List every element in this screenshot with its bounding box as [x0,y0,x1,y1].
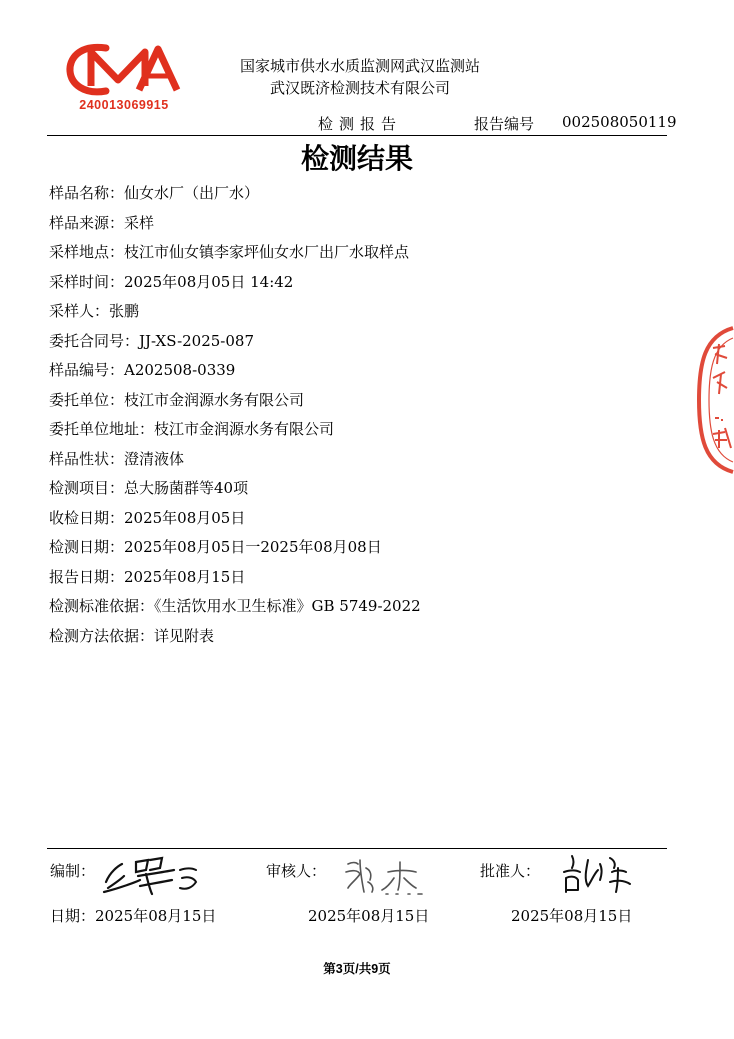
page-indicator: 第3页/共9页 [323,962,391,976]
compiler-date-value: 2025年08月15日 [95,907,217,925]
field-contract-number: 委托合同号：JJ-XS-2025-087 [49,331,255,350]
field-test-dates: 检测日期：2025年08月05日一2025年08月08日 [49,538,382,556]
report-number: 002508050119 [562,113,677,131]
field-sample-name: 样品名称：仙女水厂（出厂水） [49,184,260,202]
approver-signature [558,850,638,898]
page-title: 检测结果 [300,142,413,175]
cma-logo [66,40,182,116]
organization-line-2: 武汉既济检测技术有限公司 [269,79,450,97]
organization-line-1: 国家城市供水水质监测网武汉监测站 [239,57,480,75]
seal-stamp-fragment [695,322,734,477]
header-divider [47,135,667,136]
approver-date: 2025年08月15日 [511,907,633,925]
field-sampler: 采样人：张鹏 [49,302,140,320]
field-sample-source: 样品来源：采样 [49,213,155,232]
report-number-label: 报告编号 [474,115,535,133]
field-sampling-time: 采样时间：2025年08月05日 14:42 [49,272,294,291]
signature-divider [47,848,667,849]
approver-label: 批准人： [480,862,541,880]
report-type: 检测报告 [318,115,403,133]
field-sampling-location: 采样地点：枝江市仙女镇李家坪仙女水厂出厂水取样点 [49,243,410,261]
field-client-address: 委托单位地址：枝江市金润源水务有限公司 [49,420,335,438]
cma-logo-mark [66,40,182,100]
cma-certificate-number: 240013069915 [79,98,169,112]
field-sample-number: 样品编号：A202508-0339 [49,361,236,379]
sample-info-list [49,182,421,654]
reviewer-signature [338,852,434,898]
compiler-signature [100,852,205,898]
field-report-date: 报告日期：2025年08月15日 [49,567,246,586]
logo-text: CMA [66,40,69,41]
field-test-items: 检测项目：总大肠菌群等40项 [49,479,249,497]
field-received-date: 收检日期：2025年08月05日 [49,508,246,527]
reviewer-date: 2025年08月15日 [308,907,430,925]
compiler-label: 编制： [50,862,96,880]
reviewer-label: 审核人： [266,862,327,880]
field-client: 委托单位：枝江市金润源水务有限公司 [49,390,305,409]
field-sample-appearance: 样品性状：澄清液体 [49,449,185,468]
field-test-standard: 检测标准依据：《生活饮用水卫生标准》GB 5749-2022 [49,597,421,615]
field-test-method: 检测方法依据：详见附表 [49,626,215,645]
date-label: 日期： [50,907,96,925]
compiler-date [50,905,216,926]
